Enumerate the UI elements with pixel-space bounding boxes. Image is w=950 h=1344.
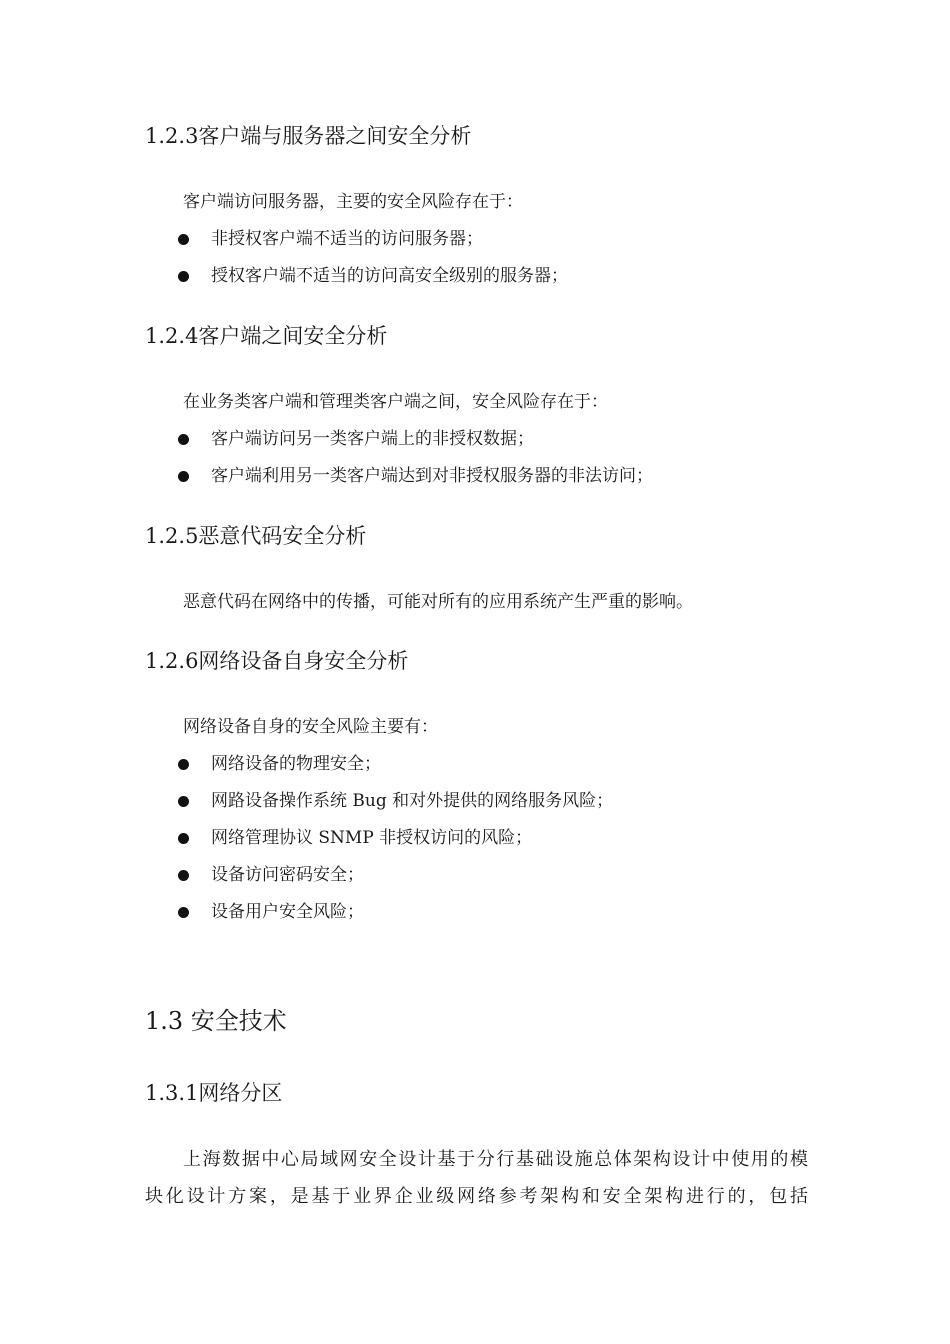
section-intro-1-2-3: 客户端访问服务器，主要的安全风险存在于： <box>183 192 523 212</box>
list-item <box>178 465 653 487</box>
list-item <box>178 428 534 450</box>
bullet-icon <box>178 759 189 770</box>
bullet-icon <box>178 234 189 245</box>
section-heading-1-2-4: 1.2.4客户端之间安全分析 <box>145 324 388 348</box>
bullet-icon <box>178 833 189 844</box>
list-item-text: 网络管理协议 SNMP 非授权访问的风险； <box>211 828 533 848</box>
list-item <box>178 790 613 812</box>
bullet-icon <box>178 870 189 881</box>
list-item <box>178 864 364 886</box>
bullet-icon <box>178 271 189 282</box>
list-item-text: 网络设备的物理安全； <box>211 754 381 774</box>
list-item-text: 设备用户安全风险； <box>211 902 364 922</box>
section-intro-1-2-4: 在业务类客户端和管理类客户端之间，安全风险存在于： <box>183 392 608 412</box>
list-item <box>178 827 532 849</box>
section-heading-1-2-6: 1.2.6网络设备自身安全分析 <box>145 649 409 673</box>
bullet-icon <box>178 907 189 918</box>
section-heading-1-2-3: 1.2.3客户端与服务器之间安全分析 <box>145 124 472 148</box>
body-paragraph <box>145 1141 808 1215</box>
list-item-text: 非授权客户端不适当的访问服务器； <box>211 229 483 249</box>
list-item-text: 网路设备操作系统 Bug 和对外提供的网络服务风险； <box>211 791 614 811</box>
list-item-text: 授权客户端不适当的访问高安全级别的服务器； <box>211 266 568 286</box>
section-heading-1-2-5: 1.2.5恶意代码安全分析 <box>145 524 367 548</box>
list-item <box>178 753 381 775</box>
list-item-text: 客户端利用另一类客户端达到对非授权服务器的非法访问； <box>211 466 653 486</box>
paragraph-line: 上海数据中心局域网安全设计基于分行基础设施总体架构设计中使用的模 <box>183 1149 808 1170</box>
list-item <box>178 901 364 923</box>
section-heading-1-3: 1.3 安全技术 <box>145 1007 287 1035</box>
list-item-text: 设备访问密码安全； <box>211 865 364 885</box>
section-intro-1-2-6: 网络设备自身的安全风险主要有： <box>183 717 438 737</box>
section-heading-1-3-1: 1.3.1网络分区 <box>145 1081 283 1105</box>
bullet-icon <box>178 796 189 807</box>
bullet-icon <box>178 434 189 445</box>
bullet-icon <box>178 471 189 482</box>
list-item <box>178 265 568 287</box>
list-item <box>178 228 483 250</box>
paragraph-line: 块化设计方案，是基于业界企业级网络参考架构和安全架构进行的，包括 <box>145 1186 808 1207</box>
section-intro-1-2-5: 恶意代码在网络中的传播，可能对所有的应用系统产生严重的影响。 <box>183 592 693 612</box>
list-item-text: 客户端访问另一类客户端上的非授权数据； <box>211 429 534 449</box>
